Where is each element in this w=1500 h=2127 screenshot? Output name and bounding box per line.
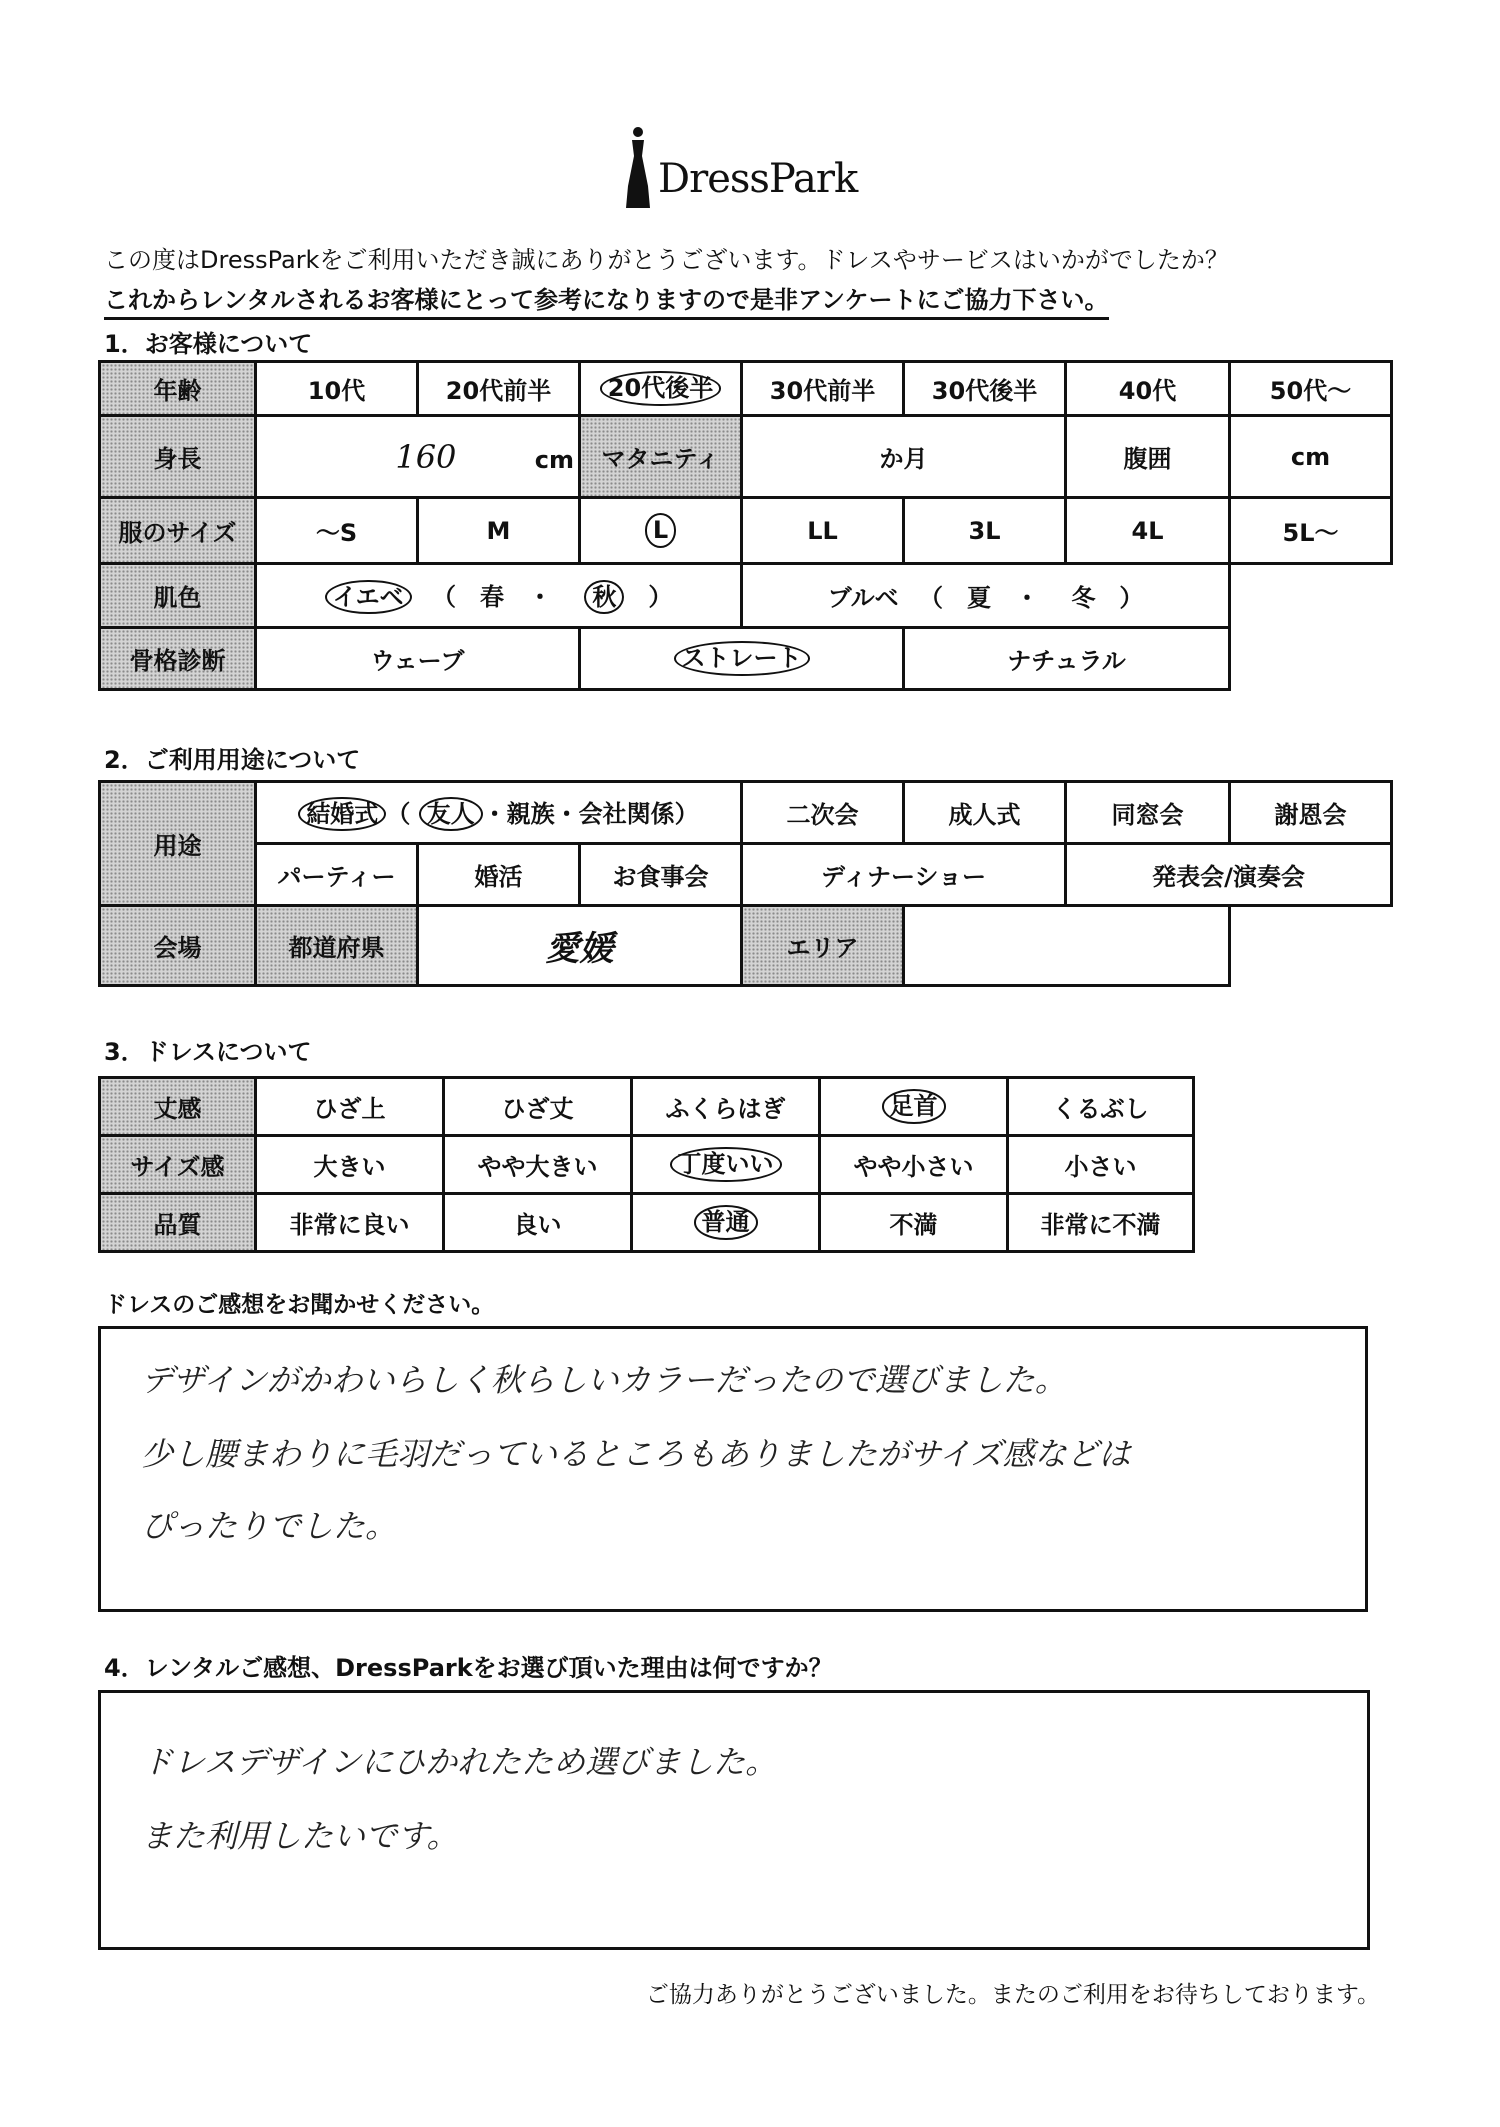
length-option[interactable]: ひざ丈 (444, 1078, 632, 1136)
venue-label: 会場 (100, 906, 256, 986)
prefecture-value[interactable]: 愛媛 (418, 906, 742, 986)
length-option-selected[interactable]: 足首 (820, 1078, 1008, 1136)
frame-option-selected[interactable]: ストレート (580, 628, 904, 690)
dresspark-logo (622, 126, 922, 216)
purpose-option[interactable]: 謝恩会 (1230, 782, 1392, 844)
height-value: 160 (395, 437, 457, 476)
purpose-wedding[interactable]: 結婚式 （ 友人 ・親族・会社関係） (256, 782, 742, 844)
age-option[interactable]: 30代前半 (742, 362, 904, 416)
intro-request: これからレンタルされるお客様にとって参考になりますので是非アンケートにご協力下さい。 (104, 280, 1109, 320)
age-option-selected[interactable]: 20代後半 (580, 362, 742, 416)
waist-label: 腹囲 (1066, 416, 1230, 498)
purpose-option[interactable]: パーティー (256, 844, 418, 906)
empty-cell (1230, 564, 1392, 628)
area-label: エリア (742, 906, 904, 986)
usage-table (98, 780, 1393, 987)
empty-cell (1230, 628, 1392, 690)
fit-option[interactable]: やや大きい (444, 1136, 632, 1194)
section1-title: 1．お客様について (104, 330, 313, 358)
intro-text: この度はDressParkをご利用いただき誠にありがとうございます。ドレスやサービスはいかがでしたか？ (104, 246, 1229, 274)
prefecture-label: 都道府県 (256, 906, 418, 986)
length-option[interactable]: ふくらはぎ (632, 1078, 820, 1136)
brand-name: DressPark (658, 156, 858, 202)
purpose-option[interactable]: 二次会 (742, 782, 904, 844)
skin-label: 肌色 (100, 564, 256, 628)
quality-option[interactable]: 非常に良い (256, 1194, 444, 1252)
quality-option[interactable]: 非常に不満 (1008, 1194, 1194, 1252)
skin-yellow[interactable]: イエベ （ 春 ・ 秋 ） (256, 564, 742, 628)
size-label: 服のサイズ (100, 498, 256, 564)
purpose-option[interactable]: ディナーショー (742, 844, 1066, 906)
closing-message: ご協力ありがとうございました。またのご利用をお待ちしております。 (645, 1982, 1380, 2008)
size-option[interactable]: 3L (904, 498, 1066, 564)
age-option[interactable]: 50代～ (1230, 362, 1392, 416)
waist-field[interactable]: cm (1230, 416, 1392, 498)
age-option[interactable]: 40代 (1066, 362, 1230, 416)
rental-comment-box[interactable] (98, 1690, 1370, 1950)
size-option[interactable]: 4L (1066, 498, 1230, 564)
purpose-option[interactable]: 成人式 (904, 782, 1066, 844)
frame-option[interactable]: ナチュラル (904, 628, 1230, 690)
size-option[interactable]: LL (742, 498, 904, 564)
age-option[interactable]: 30代後半 (904, 362, 1066, 416)
size-option[interactable]: M (418, 498, 580, 564)
age-label: 年齢 (100, 362, 256, 416)
quality-option[interactable]: 良い (444, 1194, 632, 1252)
quality-option-selected[interactable]: 普通 (632, 1194, 820, 1252)
purpose-option[interactable]: お食事会 (580, 844, 742, 906)
empty-cell (1230, 906, 1392, 986)
fit-option[interactable]: やや小さい (820, 1136, 1008, 1194)
age-option[interactable]: 10代 (256, 362, 418, 416)
purpose-label: 用途 (100, 782, 256, 906)
length-label: 丈感 (100, 1078, 256, 1136)
skin-blue[interactable]: ブルベ （ 夏 ・ 冬 ） (742, 564, 1230, 628)
size-option[interactable]: ～S (256, 498, 418, 564)
maternity-label: マタニティ (580, 416, 742, 498)
fit-option[interactable]: 小さい (1008, 1136, 1194, 1194)
rental-comment-line: ドレスデザインにひかれたため選びました。 (141, 1743, 778, 1781)
dress-icon (622, 126, 654, 212)
dress-comment-box[interactable] (98, 1326, 1368, 1612)
size-option[interactable]: 5L～ (1230, 498, 1392, 564)
height-label: 身長 (100, 416, 256, 498)
quality-label: 品質 (100, 1194, 256, 1252)
rental-comment-line: また利用したいです。 (141, 1817, 459, 1855)
quality-option[interactable]: 不満 (820, 1194, 1008, 1252)
age-option[interactable]: 20代前半 (418, 362, 580, 416)
section2-title: 2．ご利用用途について (104, 746, 361, 774)
purpose-option[interactable]: 婚活 (418, 844, 580, 906)
dress-comment-line: デザインがかわいらしく秋らしいカラーだったので選びました。 (141, 1361, 1067, 1399)
section3-title: 3．ドレスについて (104, 1038, 312, 1066)
section4-title: 4．レンタルご感想、DressParkをお選び頂いた理由は何ですか？ (104, 1654, 833, 1682)
length-option[interactable]: ひざ上 (256, 1078, 444, 1136)
size-option-selected[interactable]: L (580, 498, 742, 564)
fit-option[interactable]: 大きい (256, 1136, 444, 1194)
length-option[interactable]: くるぶし (1008, 1078, 1194, 1136)
height-field[interactable] (256, 416, 580, 498)
dress-comment-line: ぴったりでした。 (141, 1507, 398, 1545)
fit-option-selected[interactable]: 丁度いい (632, 1136, 820, 1194)
dress-comment-line: 少し腰まわりに毛羽だっているところもありましたがサイズ感などは (141, 1435, 1131, 1473)
purpose-option[interactable]: 同窓会 (1066, 782, 1230, 844)
customer-table (98, 360, 1393, 691)
dress-comment-title: ドレスのご感想をお聞かせください。 (104, 1292, 495, 1318)
height-unit: cm (534, 445, 574, 474)
maternity-field[interactable]: か月 (742, 416, 1066, 498)
frame-label: 骨格診断 (100, 628, 256, 690)
purpose-option[interactable]: 発表会/演奏会 (1066, 844, 1392, 906)
area-field[interactable] (904, 906, 1230, 986)
dress-table (98, 1076, 1195, 1253)
frame-option[interactable]: ウェーブ (256, 628, 580, 690)
fit-label: サイズ感 (100, 1136, 256, 1194)
